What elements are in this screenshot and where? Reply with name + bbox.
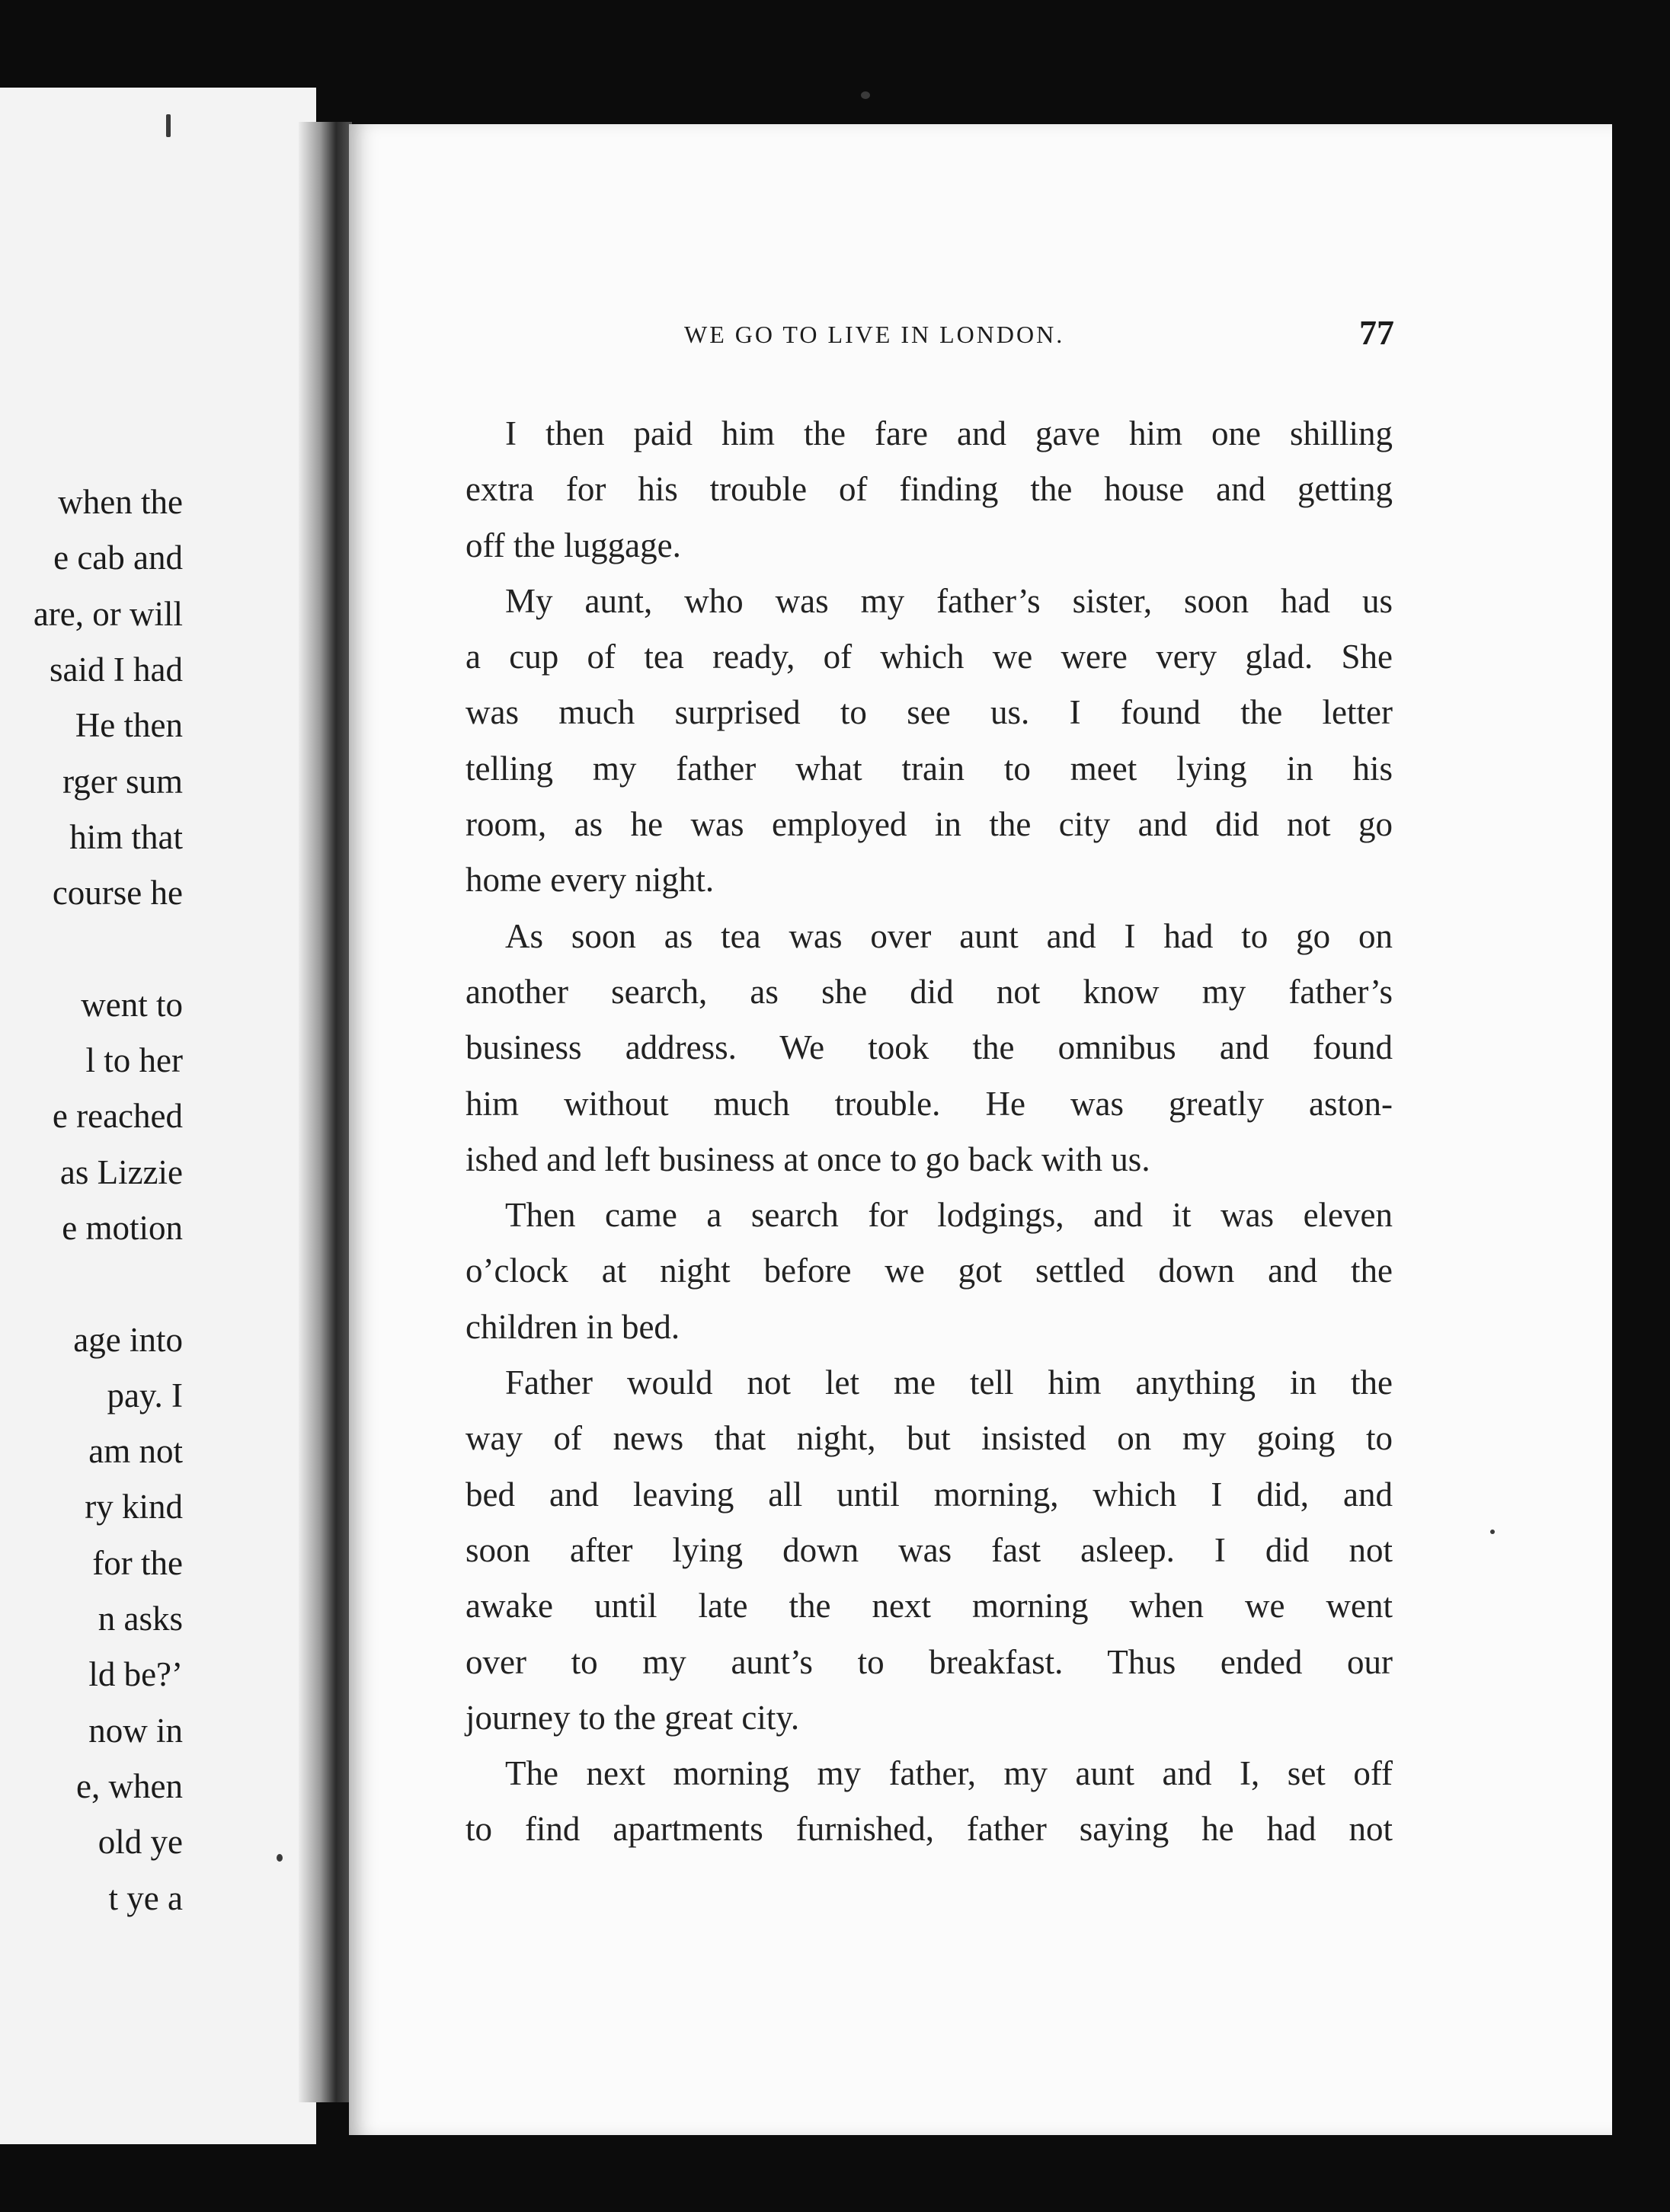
left-page-line: when the — [58, 483, 183, 521]
running-head: WE GO TO LIVE IN LONDON. — [684, 321, 1065, 348]
text-line: to find apartments furnished, father saying he had not — [465, 1810, 1393, 1849]
text-line: Then came a search for lodgings, and it was eleven — [505, 1196, 1393, 1235]
text-line: bed and leaving all until morning, which I did, and — [465, 1475, 1393, 1514]
dust-speck — [861, 91, 870, 99]
text-line: The next morning my father, my aunt and I, set off — [505, 1754, 1393, 1793]
text-line: journey to the great city. — [465, 1698, 800, 1737]
left-page-line: old ye — [98, 1823, 183, 1862]
right-page — [349, 124, 1612, 2135]
left-page-line: He then — [75, 706, 183, 745]
left-page — [0, 88, 316, 2144]
text-line: way of news that night, but insisted on my going to — [465, 1419, 1393, 1458]
left-page-line: went to — [81, 985, 183, 1024]
left-page-line: t ye a — [108, 1878, 183, 1917]
text-line: My aunt, who was my father’s sister, soon had us — [505, 581, 1393, 620]
left-page-line: are, or will — [33, 594, 183, 633]
text-line: o’clock at night before we got settled down and the — [465, 1251, 1393, 1290]
paragraph — [465, 909, 1393, 1188]
left-page-line: pay. I — [107, 1376, 183, 1414]
left-page-line: as Lizzie — [59, 1152, 183, 1191]
text-line: ished and left business at once to go back with us. — [465, 1140, 1150, 1178]
paragraph — [465, 574, 1393, 909]
text-line: As soon as tea was over aunt and I had to go on — [505, 916, 1393, 955]
left-page-line: now in — [88, 1711, 183, 1750]
dust-speck — [277, 1854, 283, 1862]
text-line: awake until late the next morning when we went — [465, 1587, 1393, 1625]
text-line: home every night. — [465, 861, 715, 900]
body-text — [465, 406, 1393, 1858]
left-page-line: course he — [52, 874, 183, 913]
paragraph — [465, 1188, 1393, 1355]
paragraph — [465, 1355, 1393, 1746]
text-line: children in bed. — [465, 1307, 680, 1346]
paragraph — [465, 1746, 1393, 1858]
left-page-line: l to her — [85, 1041, 183, 1079]
left-page-text — [0, 88, 183, 1917]
left-page-line: e motion — [62, 1208, 183, 1247]
text-line: over to my aunt’s to breakfast. Thus ended our — [465, 1642, 1393, 1681]
text-line: Father would not let me tell him anything in the — [505, 1363, 1393, 1402]
left-page-line: rger sum — [62, 762, 183, 801]
text-line: was much surprised to see us. I found the letter — [465, 693, 1393, 732]
left-page-line: age into — [73, 1320, 183, 1359]
left-page-line: said I had — [50, 650, 183, 689]
text-line: off the luggage. — [465, 526, 681, 564]
text-line: soon after lying down was fast asleep. I did not — [465, 1530, 1393, 1569]
left-page-line: ry kind — [85, 1488, 183, 1526]
text-line: another search, as she did not know my father’s — [465, 972, 1393, 1011]
page-number: 77 — [1359, 313, 1394, 352]
dust-speck — [1490, 1530, 1495, 1534]
text-line: I then paid him the fare and gave him one shilling — [505, 414, 1393, 452]
left-page-line: e reached — [52, 1097, 183, 1136]
left-page-line: e cab and — [53, 539, 183, 577]
book-gutter — [299, 122, 352, 2102]
text-line: him without much trouble. He was greatly aston- — [465, 1084, 1393, 1123]
left-page-line: n asks — [98, 1600, 183, 1638]
dust-speck — [166, 114, 171, 137]
left-page-line: am not — [88, 1432, 183, 1471]
text-line: a cup of tea ready, of which we were very glad. She — [465, 638, 1393, 676]
text-line: room, as he was employed in the city and did not go — [465, 805, 1393, 844]
text-line: extra for his trouble of finding the house and getting — [465, 470, 1393, 509]
text-line: telling my father what train to meet lying in his — [465, 749, 1393, 788]
left-page-line: ld be?’ — [88, 1655, 183, 1694]
text-line: business address. We took the omnibus and found — [465, 1028, 1393, 1067]
left-page-line: e, when — [76, 1766, 183, 1805]
left-page-line: him that — [69, 817, 183, 856]
paragraph — [465, 406, 1393, 574]
left-page-line: for the — [92, 1543, 183, 1582]
